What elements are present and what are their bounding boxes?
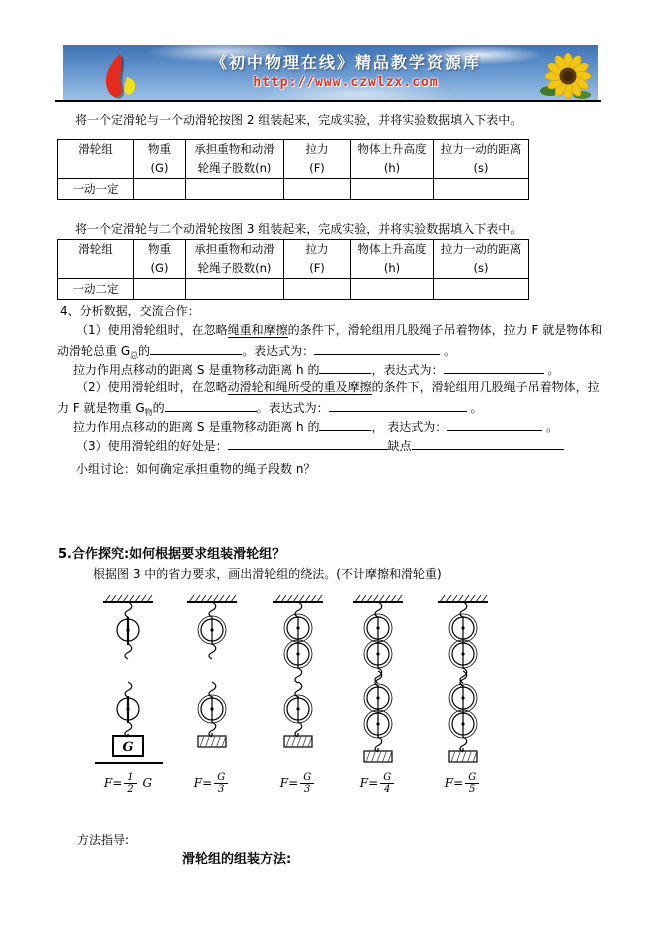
table-header-row (58, 240, 529, 279)
text-segment: 缺点 (387, 439, 412, 453)
table-header-cell: 承担重物和动滑 轮绳子股数(n) (186, 140, 284, 179)
formula-label: F= $\frac{G}{5}$ (418, 772, 508, 795)
text-segment: （1）使用滑轮组时，在忽略 (76, 323, 228, 337)
text-segment: 的条件下，滑轮组用几股绳子吊着物体，拉力 F 就是物体和 (287, 323, 603, 337)
site-logo-icon (91, 49, 139, 99)
analysis-line-1 (76, 322, 602, 339)
analysis-line-4 (76, 379, 600, 396)
pulley-figure-1 (83, 592, 173, 795)
text-segment: ，表达式为： (371, 363, 444, 377)
method-hint: 方法指导: (77, 833, 130, 847)
intro-paragraph-1: 将一个定滑轮与一个动滑轮按图 2 组装起来，完成实验，并将实验数据填入下表中。 (75, 113, 523, 127)
fill-in-blank (412, 436, 564, 450)
table-header-cell: 拉力一动的距离 (s) (434, 140, 529, 179)
text-segment: 的条件下，滑轮组用几股绳子吊着物体，拉 (371, 380, 600, 394)
empty-data-cell (134, 279, 186, 300)
table-header-cell: 物体上升高度 (h) (351, 140, 434, 179)
text-segment: 的 (152, 401, 165, 415)
header-rule (55, 100, 601, 102)
subscript-text: 物 (144, 408, 153, 417)
text-segment: 拉力作用点移动的距离 S 是重物移动距离 h 的 (73, 420, 320, 434)
fill-in-blank (444, 360, 544, 374)
text-segment: 拉力作用点移动的距离 S 是重物移动距离 h 的 (73, 363, 320, 377)
site-url-link[interactable]: http://www.czwlzx.com (253, 75, 439, 90)
pulley-diagram (418, 592, 508, 770)
table-data-row (58, 279, 529, 300)
experiment-table-1 (57, 139, 529, 200)
formula-label: F= $\frac{G}{4}$ (333, 772, 423, 795)
empty-data-cell (186, 279, 284, 300)
table-header-cell: 物重 (G) (134, 240, 186, 279)
text-segment: （2）使用滑轮组时，在忽略 (76, 380, 228, 394)
pulley-diagram (167, 592, 257, 770)
text-segment: ， 表达式为： (371, 420, 448, 434)
fill-in-blank (228, 436, 388, 450)
header-banner (63, 45, 598, 100)
text-segment: （3）使用滑轮组的好处是： (76, 439, 228, 453)
table-header-cell: 物重 (G) (134, 140, 186, 179)
pulley-figure-3 (253, 592, 343, 795)
section5-instruction: 根据图 3 中的省力要求，画出滑轮组的绕法。(不计摩擦和滑轮重) (93, 567, 442, 581)
empty-data-cell (284, 179, 351, 200)
fill-in-blank (319, 417, 371, 431)
discussion-line (76, 461, 315, 478)
text-segment: 动滑轮总重 G (57, 344, 131, 358)
underlined-text: 动滑轮和绳所受的重及摩擦 (227, 380, 372, 394)
fill-in-blank (165, 398, 257, 412)
pulley-diagram (333, 592, 423, 770)
row-label-cell: 一动一定 (58, 179, 134, 200)
empty-data-cell (284, 279, 351, 300)
svg-text:G: G (122, 740, 134, 755)
table-data-row (58, 179, 529, 200)
fill-in-blank (447, 417, 542, 431)
text-segment: 。表达式为： (256, 401, 329, 415)
table-header-cell: 承担重物和动滑 轮绳子股数(n) (186, 240, 284, 279)
pulley-figure-5 (418, 592, 508, 795)
text-segment: 的 (138, 344, 151, 358)
analysis-line-6 (73, 417, 558, 436)
table-header-cell: 拉力 (F) (284, 240, 351, 279)
text-segment: 。 (543, 363, 560, 377)
empty-data-cell (351, 279, 434, 300)
text-segment: 。 (542, 420, 559, 434)
fill-in-blank (319, 360, 371, 374)
formula-label: F= $\frac{G}{3}$ (253, 772, 343, 795)
underlined-text: 绳重和摩擦 (227, 323, 288, 337)
table-header-cell: 滑轮组 (58, 140, 134, 179)
subscript-text: 总 (130, 351, 139, 360)
text-segment: 小组讨论：如何确定承担重物的绳子段数 n？ (76, 462, 316, 476)
analysis-line-3 (73, 360, 559, 379)
pulley-diagram (253, 592, 343, 770)
table-header-cell: 滑轮组 (58, 240, 134, 279)
sunflower-icon (538, 53, 592, 100)
text-segment: 力 F 就是物重 G (57, 401, 145, 415)
site-title: 《初中物理在线》精品教学资源库 (210, 53, 481, 72)
formula-label: F= $\frac{G}{3}$ (167, 772, 257, 795)
empty-data-cell (434, 179, 529, 200)
pulley-diagram (83, 592, 173, 770)
table-header-cell: 拉力 (F) (284, 140, 351, 179)
fill-in-blank (314, 341, 440, 355)
table-header-cell: 物体上升高度 (h) (351, 240, 434, 279)
text-segment: 。 (466, 401, 483, 415)
fill-in-blank (329, 398, 467, 412)
table-header-cell: 拉力一动的距离 (s) (434, 240, 529, 279)
empty-data-cell (434, 279, 529, 300)
fill-in-blank (150, 341, 242, 355)
analysis-line-7 (76, 436, 564, 455)
empty-data-cell (351, 179, 434, 200)
empty-data-cell (186, 179, 284, 200)
experiment-table-2 (57, 239, 529, 300)
section4-heading: 4、分析数据，交流合作： (60, 304, 200, 318)
empty-data-cell (134, 179, 186, 200)
row-label-cell: 一动二定 (58, 279, 134, 300)
intro-paragraph-2: 将一个定滑轮与二个动滑轮按图 3 组装起来，完成实验，并将实验数据填入下表中。 (75, 222, 523, 236)
section5-heading: 5.合作探究:如何根据要求组装滑轮组？ (58, 547, 286, 562)
method-title: 滑轮组的组装方法: (182, 852, 292, 867)
pulley-figure-2 (167, 592, 257, 795)
table-header-row (58, 140, 529, 179)
text-segment: 。表达式为： (242, 344, 315, 358)
formula-label: F= $\frac{1}{2}$ G (103, 772, 153, 795)
text-segment: 。 (440, 344, 456, 358)
pulley-figure-4 (333, 592, 423, 795)
